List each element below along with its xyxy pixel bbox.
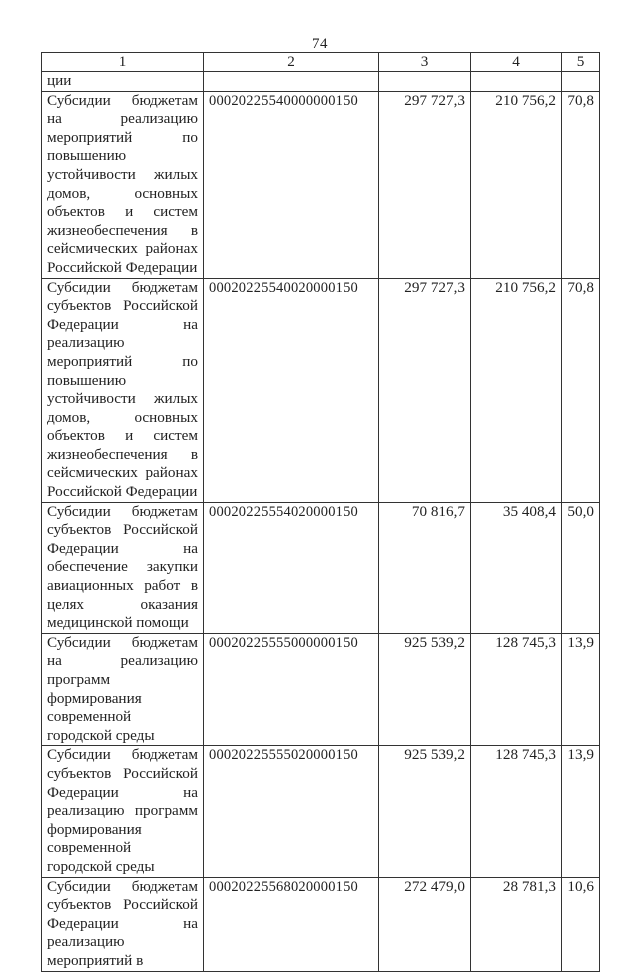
table-row [42, 278, 600, 502]
row-description: ции [42, 72, 204, 92]
row-percent: 50,0 [562, 502, 600, 633]
column-header-5: 5 [562, 53, 600, 72]
row-value-col4: 128 745,3 [471, 633, 562, 746]
budget-table [41, 52, 600, 972]
row-percent: 13,9 [562, 633, 600, 746]
row-value-col4: 28 781,3 [471, 877, 562, 971]
column-header-4: 4 [471, 53, 562, 72]
row-description: Субсидии бюджетам субъектов Российской Федерации на реализацию мероприятий в [42, 877, 204, 971]
row-percent: 70,8 [562, 91, 600, 278]
table-row [42, 502, 600, 633]
row-value-col3: 272 479,0 [379, 877, 471, 971]
row-code: 00020225540000000150 [204, 91, 379, 278]
table-row [42, 91, 600, 278]
row-value-col4: 35 408,4 [471, 502, 562, 633]
row-value-col4: 210 756,2 [471, 278, 562, 502]
row-value-col3: 297 727,3 [379, 278, 471, 502]
table-row [42, 746, 600, 877]
row-value-col3: 925 539,2 [379, 746, 471, 877]
row-code: 00020225568020000150 [204, 877, 379, 971]
row-code: 00020225540020000150 [204, 278, 379, 502]
row-value-col3: 297 727,3 [379, 91, 471, 278]
row-percent [562, 72, 600, 92]
row-description: Субсидии бюджетам на реализацию мероприятий по повышению устойчивости жилых домов, основных объектов и систем жизнеобеспечения в сейсмических районах Российской Федерации [42, 91, 204, 278]
row-value-col4 [471, 72, 562, 92]
row-percent: 13,9 [562, 746, 600, 877]
table-row [42, 877, 600, 971]
row-value-col4: 128 745,3 [471, 746, 562, 877]
row-value-col3: 925 539,2 [379, 633, 471, 746]
row-code: 00020225555020000150 [204, 746, 379, 877]
column-header-1: 1 [42, 53, 204, 72]
row-value-col4: 210 756,2 [471, 91, 562, 278]
page-number: 74 [312, 36, 328, 52]
row-code: 00020225554020000150 [204, 502, 379, 633]
column-header-2: 2 [204, 53, 379, 72]
row-value-col3: 70 816,7 [379, 502, 471, 633]
row-code: 00020225555000000150 [204, 633, 379, 746]
table-header-row [42, 53, 600, 72]
table-row [42, 633, 600, 746]
row-description: Субсидии бюджетам субъектов Российской Федерации на обеспечение закупки авиационных работ в целях оказания медицинской помощи [42, 502, 204, 633]
row-value-col3 [379, 72, 471, 92]
row-code [204, 72, 379, 92]
row-percent: 10,6 [562, 877, 600, 971]
row-description: Субсидии бюджетам на реализацию программ формирования современной городской среды [42, 633, 204, 746]
row-description: Субсидии бюджетам субъектов Российской Федерации на реализацию мероприятий по повышению устойчивости жилых домов, основных объектов и систем жизнеобеспечения в сейсмических районах Российской Федерации [42, 278, 204, 502]
column-header-3: 3 [379, 53, 471, 72]
table-row [42, 72, 600, 92]
row-description: Субсидии бюджетам субъектов Российской Федерации на реализацию программ формирования современной городской среды [42, 746, 204, 877]
row-percent: 70,8 [562, 278, 600, 502]
